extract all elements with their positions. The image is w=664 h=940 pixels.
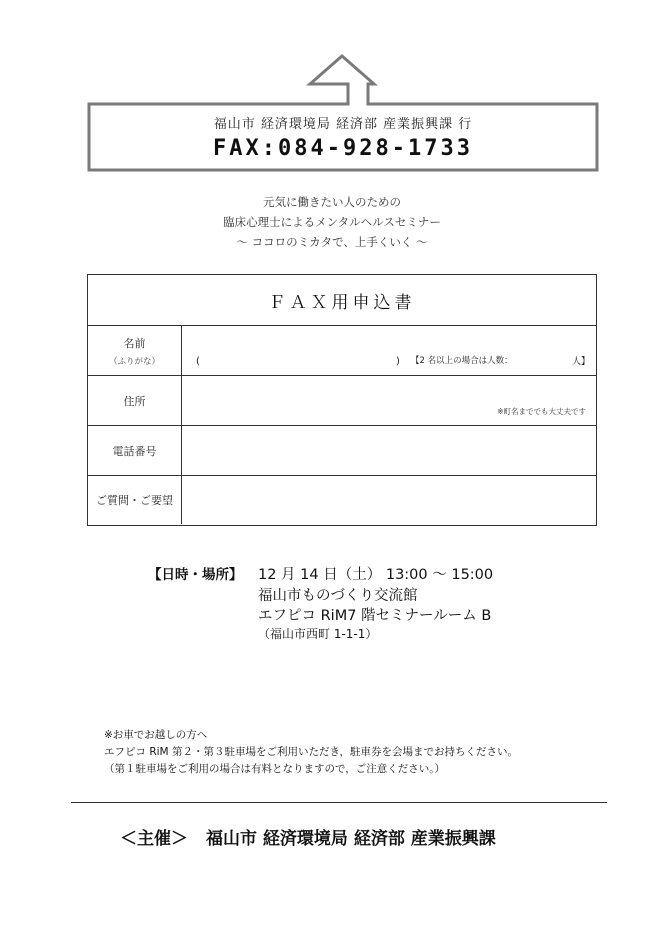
parking-line-2: エフピコ RiM 第２・第３駐車場をご利用いただき，駐車券を会場までお持ちください。 xyxy=(104,746,519,758)
phone-row xyxy=(88,426,596,476)
question-label: ご質問・ご要望 xyxy=(96,494,173,507)
event-date: 12 月 14 日（土） 13:00 〜 15:00 xyxy=(258,567,494,583)
phone-field[interactable] xyxy=(182,426,596,475)
phone-label: 電話番号 xyxy=(112,444,157,458)
attendee-count-unit: 人】 xyxy=(571,357,590,367)
address-label: 住所 xyxy=(123,394,146,408)
question-row xyxy=(88,476,596,524)
parking-notice xyxy=(104,727,518,778)
fax-destination-box xyxy=(89,104,597,170)
event-venue-1: 福山市ものづくり交流館 xyxy=(258,587,418,604)
event-date-line xyxy=(148,563,493,584)
event-venue-line-2 xyxy=(148,604,493,625)
seminar-line-3: 〜 ココロのミカタで、上手くいく 〜 xyxy=(236,235,428,249)
fax-number: FAX:084-928-1733 xyxy=(213,136,473,161)
event-address: （福山市西町 1-1-1） xyxy=(258,626,378,641)
parking-line-3: （第１駐車場をご利用の場合は有料となりますので，ご注意ください。） xyxy=(104,763,446,775)
furigana-label: （ふりがな） xyxy=(108,356,160,367)
name-label: 名前 xyxy=(123,336,146,350)
attendee-count-note: 【2 名以上の場合は人数： xyxy=(411,356,513,366)
application-form xyxy=(87,274,597,526)
address-row xyxy=(88,376,596,426)
destination-text: 福山市 経済環境局 経済部 産業振興課 行 xyxy=(213,117,473,132)
organizer-label: ＜主催＞ xyxy=(120,829,188,849)
name-label-cell xyxy=(88,326,182,375)
seminar-line-1: 元気に働きたい人のための xyxy=(263,195,401,209)
divider xyxy=(71,802,607,803)
event-venue-line-1 xyxy=(148,584,493,605)
event-venue-2: エフピコ RiM7 階セミナールーム B xyxy=(258,608,492,624)
event-info-label: 【日時・場所】 xyxy=(148,567,243,583)
furigana-close-paren: ) xyxy=(396,356,400,367)
form-title: ＦＡＸ用申込書 xyxy=(88,275,596,326)
organizer xyxy=(120,824,496,849)
event-info xyxy=(148,563,493,645)
seminar-line-2: 臨床心理士によるメンタルヘルスセミナー xyxy=(223,215,441,229)
seminar-title xyxy=(0,192,664,252)
phone-label-cell xyxy=(88,426,182,475)
address-label-cell xyxy=(88,376,182,425)
address-field[interactable] xyxy=(182,376,596,425)
name-field[interactable] xyxy=(182,326,596,375)
event-address-line xyxy=(148,625,493,646)
organizer-name: 福山市 経済環境局 経済部 産業振興課 xyxy=(206,829,496,849)
parking-line-1: ※お車でお越しの方へ xyxy=(104,729,208,741)
question-label-cell xyxy=(88,476,182,524)
question-field[interactable] xyxy=(182,476,596,524)
name-row xyxy=(88,326,596,376)
furigana-open-paren: ( xyxy=(196,356,200,367)
address-note: ※町名まででも大丈夫です xyxy=(497,407,586,416)
